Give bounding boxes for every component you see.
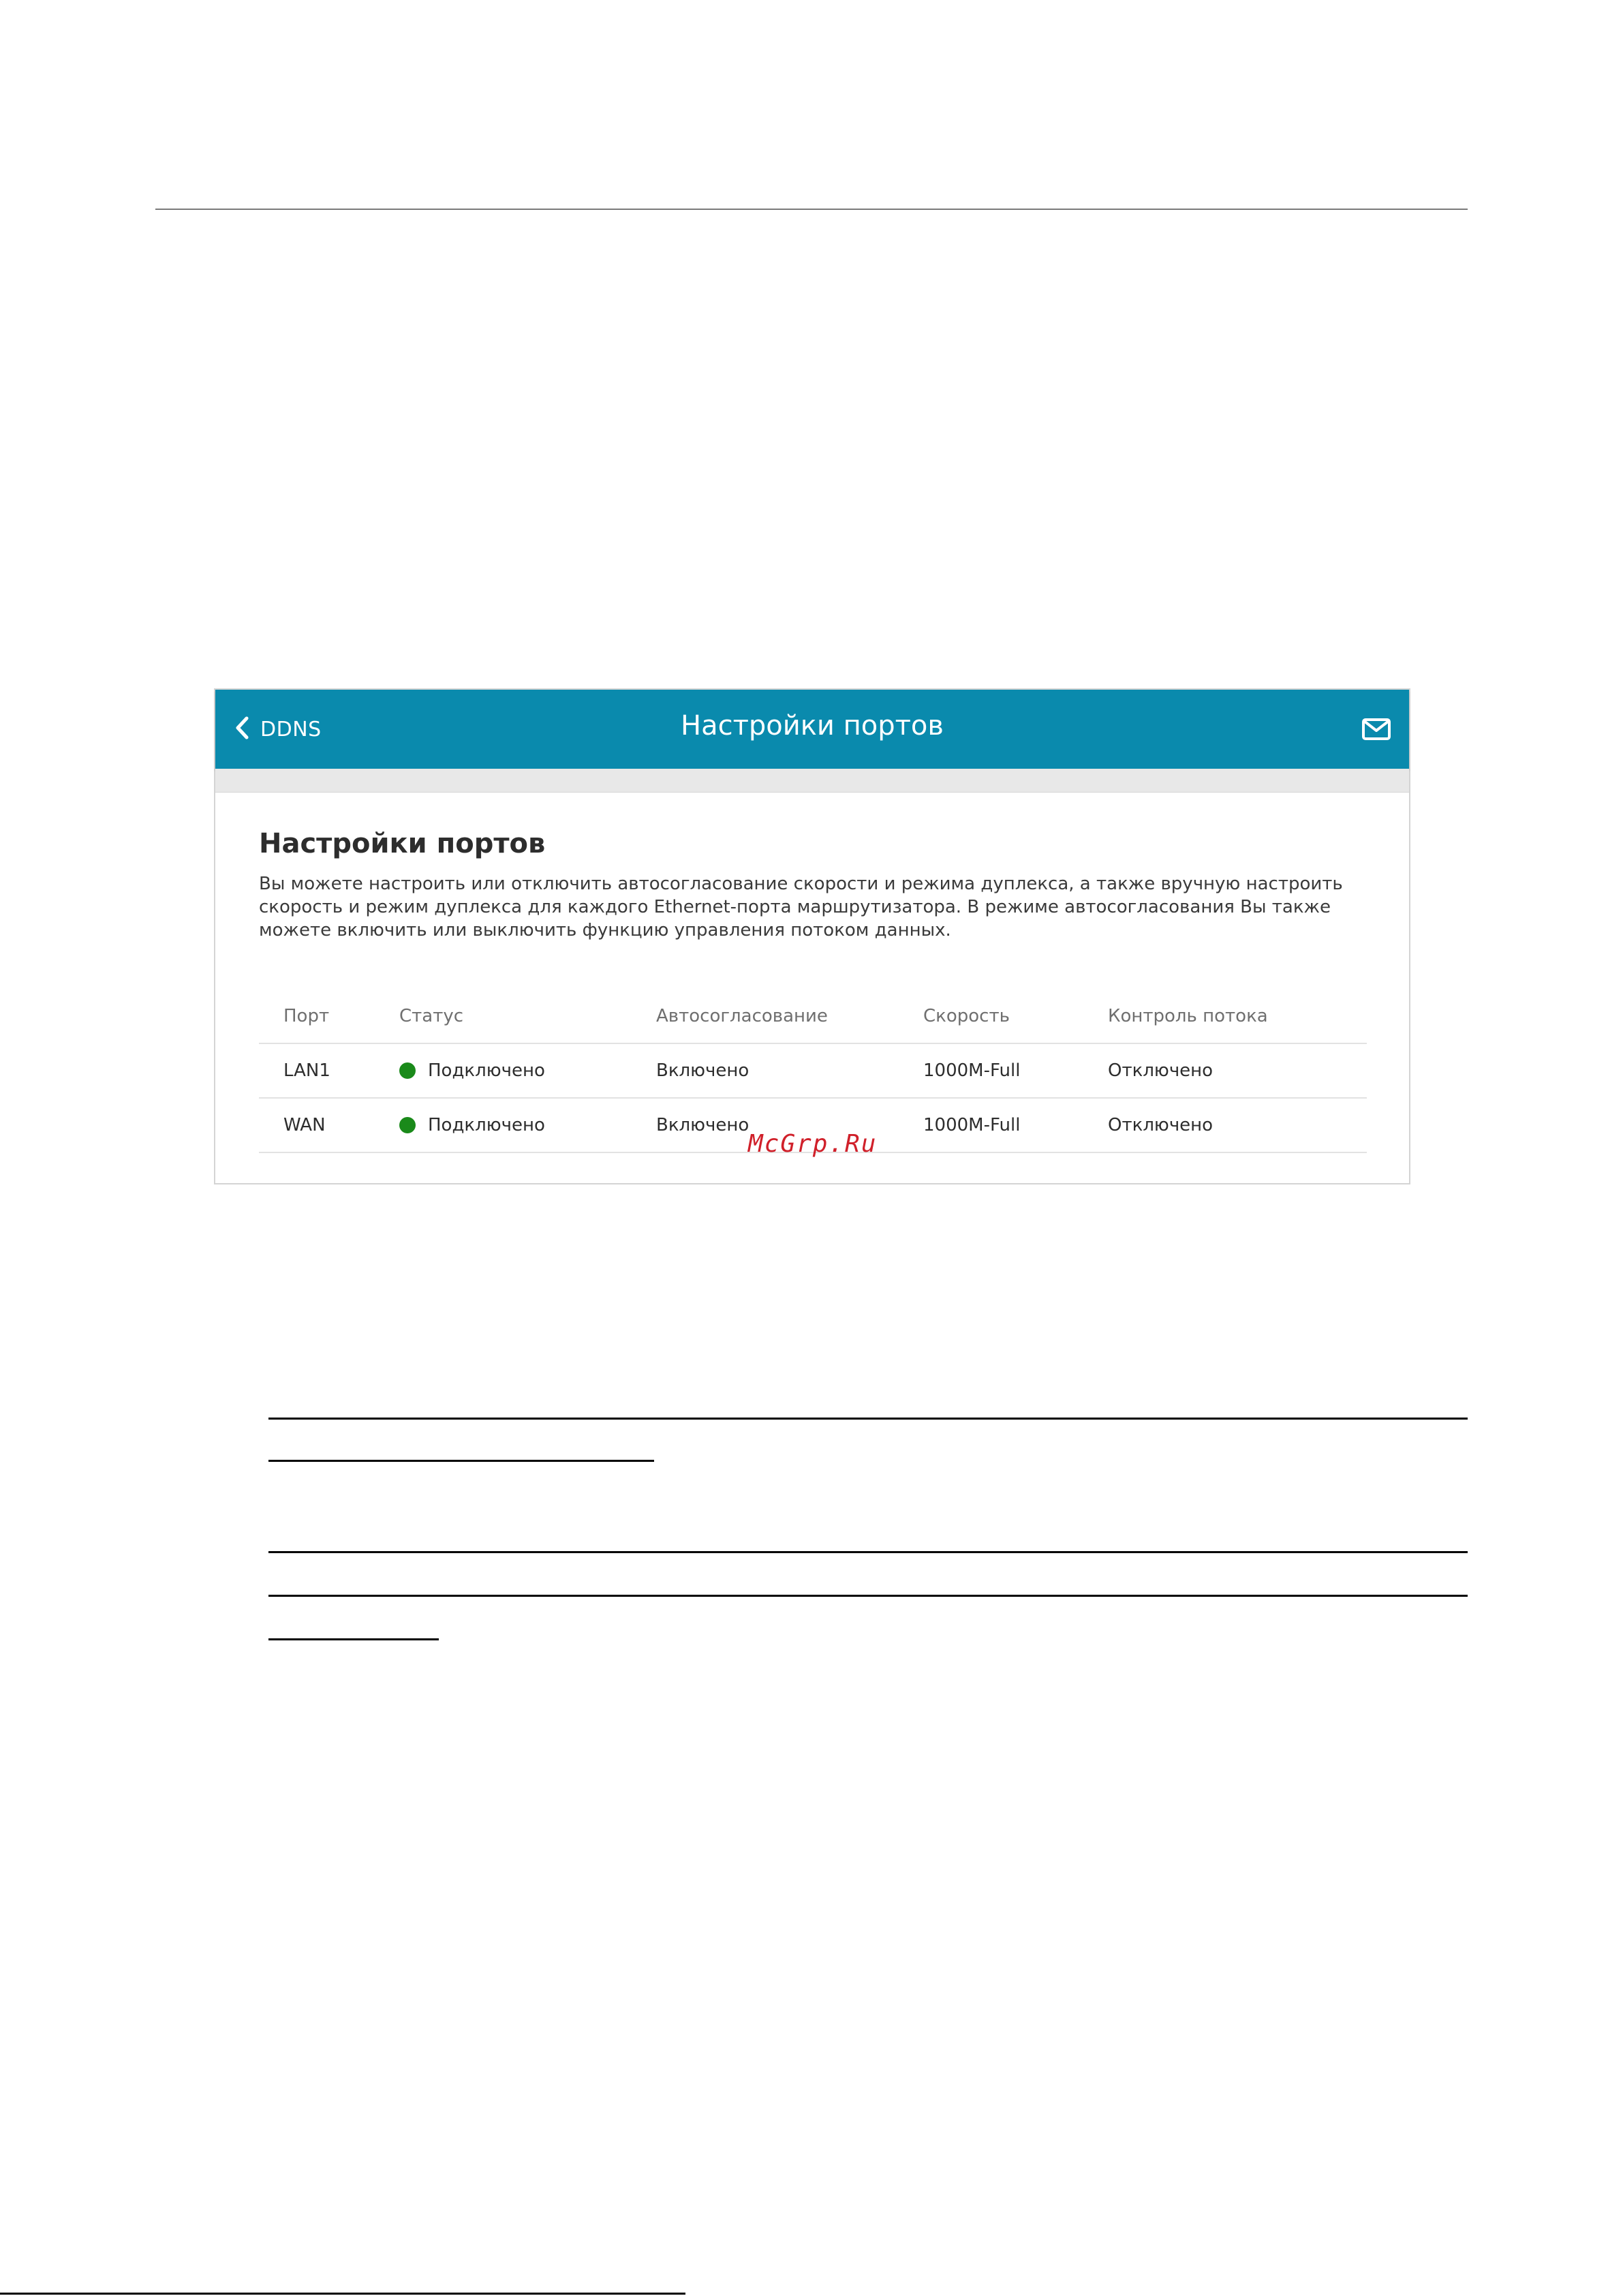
column-header-flow: Контроль потока [1108,1006,1268,1026]
ports-table [259,990,1367,1153]
cell-flow: Отключено [1108,1060,1214,1081]
back-label: DDNS [260,717,322,741]
column-header-status: Статус [399,1006,464,1026]
cell-flow: Отключено [1108,1115,1214,1135]
table-row[interactable] [259,1044,1367,1099]
status-connected-icon [399,1117,416,1133]
cell-status [399,1099,545,1152]
status-text: Подключено [428,1060,545,1081]
form-line [268,1595,1468,1597]
footer-rule [0,2293,685,2295]
cell-port: LAN1 [283,1060,330,1081]
table-header [259,990,1367,1044]
header-rule [155,209,1468,210]
card-title: Настройки портов [259,828,546,859]
top-bar [215,690,1409,769]
card-description: Вы можете настроить или отключить автосогласование скорости и режима дуплекса, а также вручную настроить скорость и режим дуплекса для каждого Ethernet-порта маршрутизатора. В режиме автосогласования Вы также можете включить или выключить функцию управления потоком данных. [259,874,1343,940]
column-header-speed: Скорость [923,1006,1010,1026]
cell-port: WAN [283,1115,326,1135]
column-header-autoneg: Автосогласование [656,1006,828,1026]
page-title: Настройки портов [681,710,944,741]
form-line [268,1418,1468,1420]
cell-status [399,1044,545,1097]
column-header-port: Порт [283,1006,330,1026]
status-text: Подключено [428,1115,545,1135]
cell-speed: 1000M-Full [923,1115,1021,1135]
cell-autoneg: Включено [656,1060,749,1081]
watermark: McGrp.Ru [748,1130,878,1158]
form-line [268,1551,1468,1553]
status-connected-icon [399,1062,416,1079]
cell-speed: 1000M-Full [923,1060,1021,1081]
form-line [268,1460,654,1462]
cell-autoneg: Включено [656,1115,749,1135]
sub-bar [215,769,1409,793]
router-ui-screenshot [214,688,1410,1184]
settings-card [259,826,1365,942]
form-line [268,1638,439,1640]
mail-icon[interactable] [1360,714,1393,744]
